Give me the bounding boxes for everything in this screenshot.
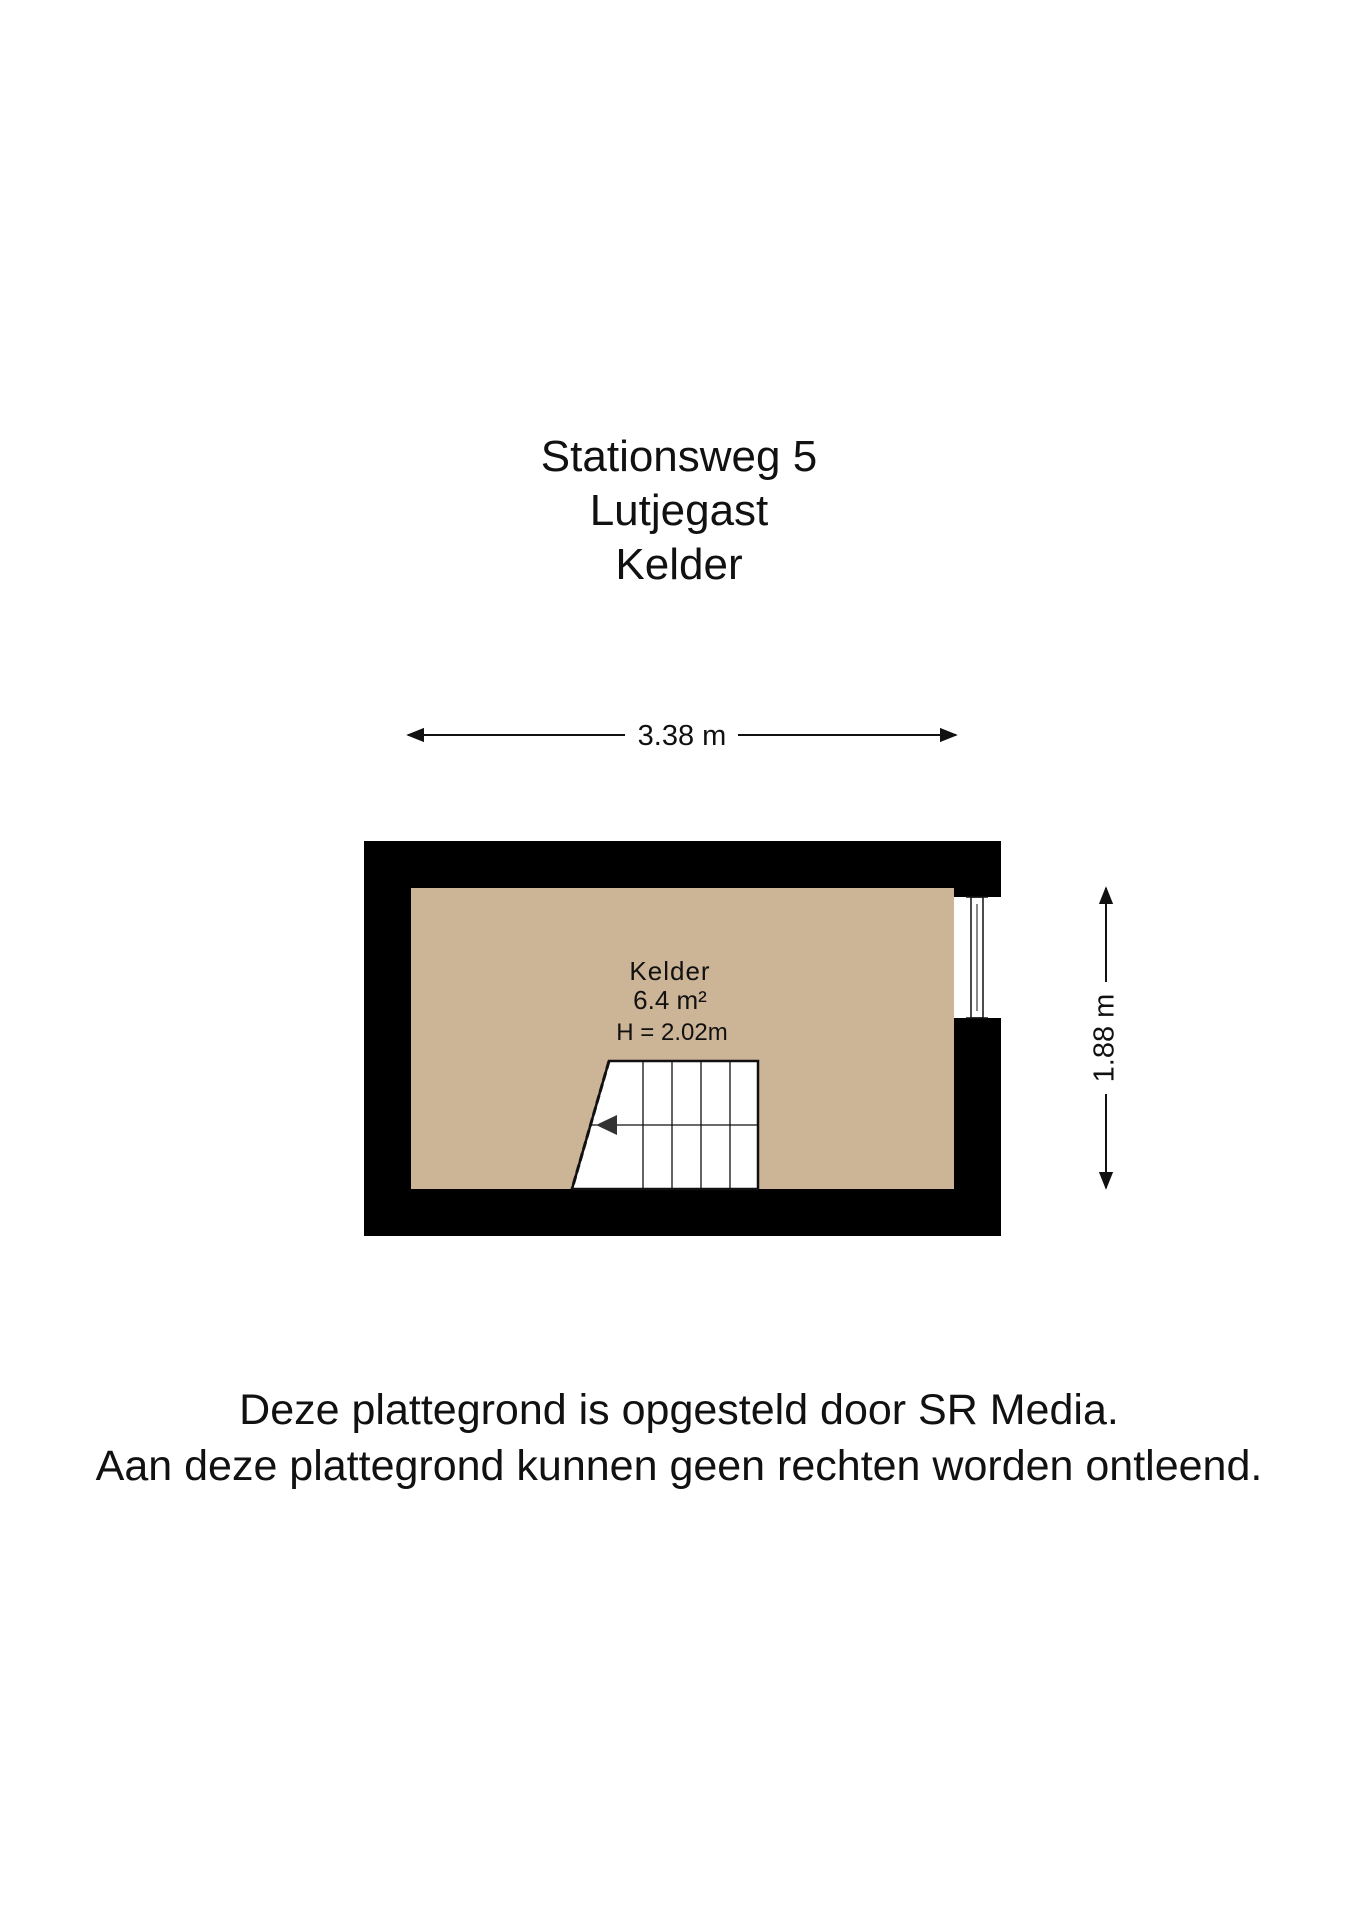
height-dimension-label: 1.88 m xyxy=(1088,993,1121,1083)
height-dimension xyxy=(1089,888,1121,1188)
room-area-label: 6.4 m² xyxy=(633,985,707,1015)
width-dimension xyxy=(408,720,956,752)
city-title: Lutjegast xyxy=(589,486,769,535)
width-dimension-label: 3.38 m xyxy=(637,720,727,752)
disclaimer-line: Deze plattegrond is opgesteld door SR Media. xyxy=(239,1386,1119,1434)
room-name-label: Kelder xyxy=(629,956,711,986)
room-height-label: H = 2.02m xyxy=(616,1019,728,1046)
room-kelder xyxy=(364,841,1001,1236)
address-title: Stationsweg 5 xyxy=(540,432,818,481)
floor-title: Kelder xyxy=(615,540,743,589)
disclaimer-line: Aan deze plattegrond kunnen geen rechten worden ontleend. xyxy=(95,1442,1263,1490)
